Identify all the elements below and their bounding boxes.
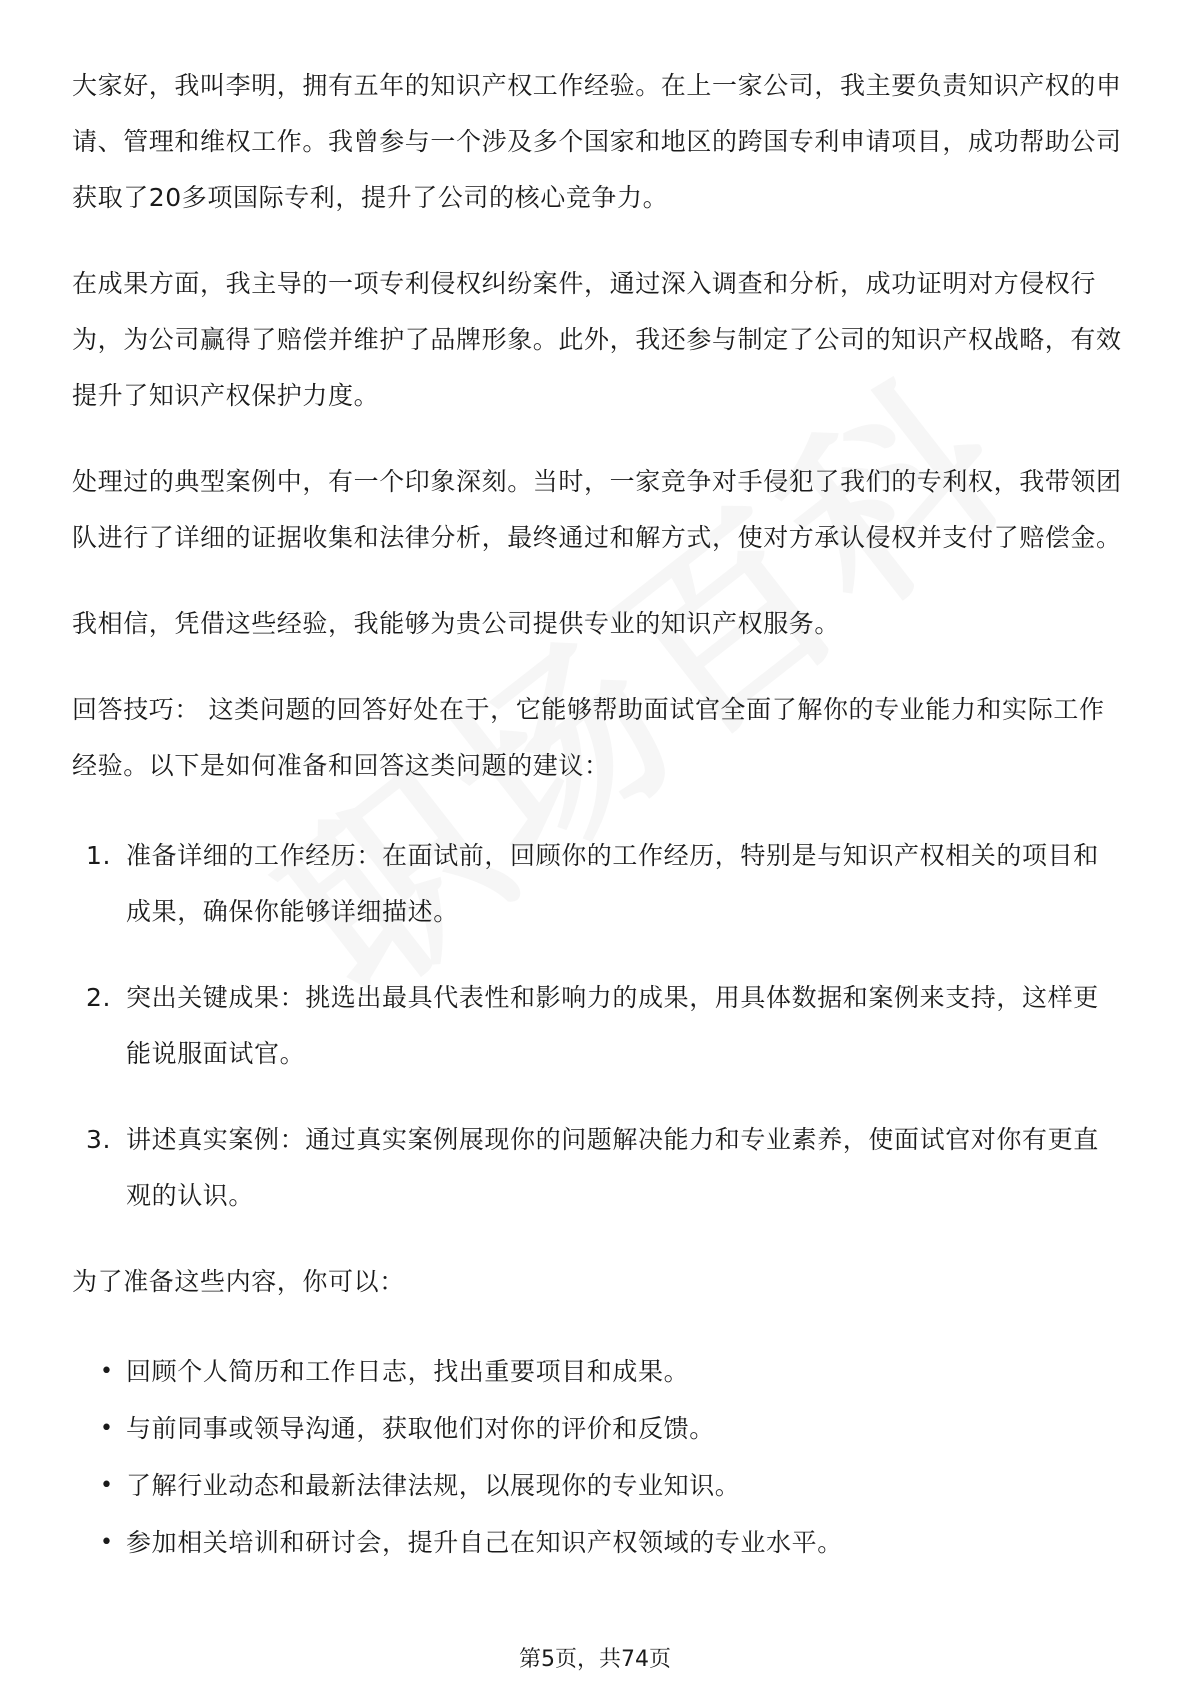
- list-item: [72, 1458, 1122, 1514]
- list-item-text: 准备详细的工作经历：在面试前，回顾你的工作经历，特别是与知识产权相关的项目和成果，确保你能够详细描述。: [126, 841, 1099, 926]
- list-item-text: 了解行业动态和最新法律法规，以展现你的专业知识。: [126, 1471, 741, 1500]
- bullet-icon: •: [100, 1359, 114, 1384]
- paragraph-intro: 大家好，我叫李明，拥有五年的知识产权工作经验。在上一家公司，我主要负责知识产权的申请、管理和维权工作。我曾参与一个涉及多个国家和地区的跨国专利申请项目，成功帮助公司获取了20多项国际专利，提升了公司的核心竞争力。: [72, 71, 1122, 212]
- list-item-text: 突出关键成果：挑选出最具代表性和影响力的成果，用具体数据和案例来支持，这样更能说服面试官。: [126, 983, 1099, 1068]
- paragraph-tips: 回答技巧： 这类问题的回答好处在于，它能够帮助面试官全面了解你的专业能力和实际工作经验。以下是如何准备和回答这类问题的建议：: [72, 695, 1105, 780]
- list-number: 2.: [86, 983, 112, 1012]
- bullet-icon: •: [100, 1530, 114, 1555]
- paragraph-achievements: 在成果方面，我主导的一项专利侵权纠纷案件，通过深入调查和分析，成功证明对方侵权行为，为公司赢得了赔偿并维护了品牌形象。此外，我还参与制定了公司的知识产权战略，有效提升了知识产权保护力度。: [72, 269, 1122, 410]
- numbered-list: [72, 828, 1122, 1224]
- list-number: 1.: [86, 841, 112, 870]
- paragraph-belief: 我相信，凭借这些经验，我能够为贵公司提供专业的知识产权服务。: [72, 609, 841, 638]
- paragraph-case: 处理过的典型案例中，有一个印象深刻。当时，一家竞争对手侵犯了我们的专利权，我带领团队进行了详细的证据收集和法律分析，最终通过和解方式，使对方承认侵权并支付了赔偿金。: [72, 467, 1122, 552]
- bullet-list: [72, 1344, 1122, 1571]
- list-item: [72, 828, 1122, 940]
- paragraph-prep-intro: 为了准备这些内容，你可以：: [72, 1267, 405, 1296]
- list-item-text: 与前同事或领导沟通，获取他们对你的评价和反馈。: [126, 1414, 715, 1443]
- list-item-text: 讲述真实案例：通过真实案例展现你的问题解决能力和专业素养，使面试官对你有更直观的认识。: [126, 1125, 1099, 1210]
- list-item: [72, 1515, 1122, 1571]
- list-item: [72, 1112, 1122, 1224]
- list-number: 3.: [86, 1125, 112, 1154]
- document-body: [72, 58, 1122, 1572]
- list-item-text: 参加相关培训和研讨会，提升自己在知识产权领域的专业水平。: [126, 1528, 843, 1557]
- list-item: [72, 970, 1122, 1082]
- bullet-icon: •: [100, 1416, 114, 1441]
- list-item: [72, 1401, 1122, 1457]
- bullet-icon: •: [100, 1473, 114, 1498]
- page-number: 第5页，共74页: [519, 1647, 671, 1672]
- list-item: [72, 1344, 1122, 1400]
- list-item-text: 回顾个人简历和工作日志，找出重要项目和成果。: [126, 1357, 690, 1386]
